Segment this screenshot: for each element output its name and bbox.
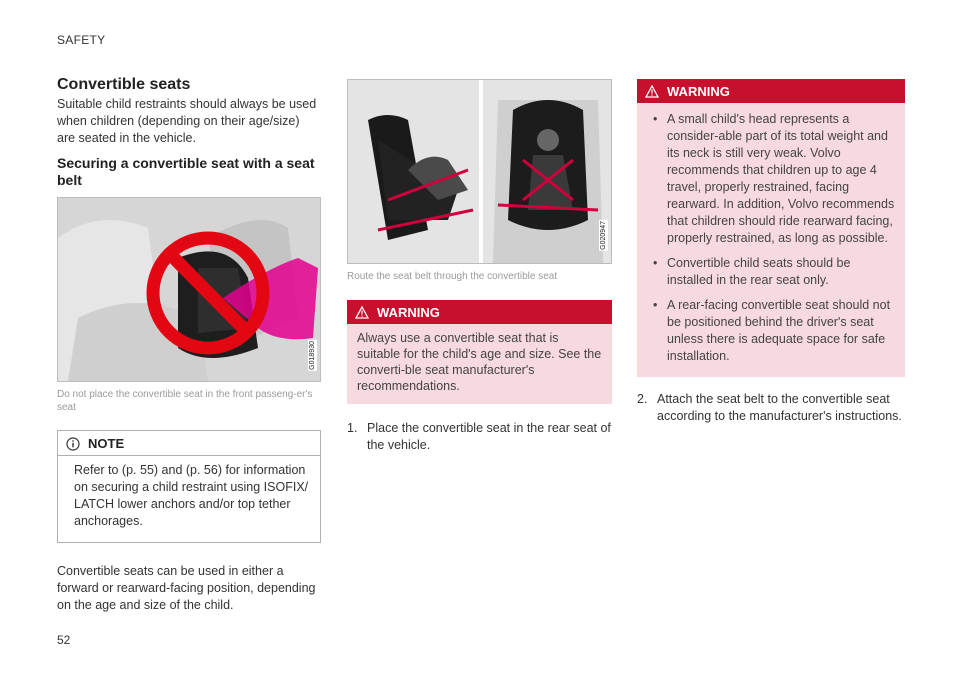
page-number: 52	[57, 633, 71, 647]
step-text: Attach the seat belt to the convertible seat according to the manufacturer's instructions.	[657, 392, 902, 423]
column-2	[347, 79, 612, 454]
figure-code: G018930	[309, 341, 316, 370]
column-1	[57, 76, 321, 614]
intro-paragraph: Suitable child restraints should always be used when children (depending on their age/size) are seated in the vehicle.	[57, 97, 317, 145]
figure-caption: Route the seat belt through the convertible seat	[347, 271, 558, 282]
step-2	[637, 391, 905, 425]
step-1	[347, 420, 612, 454]
warning-text: Always use a convertible seat that is suitable for the child's age and size. See the converti-ble seat manufacturer's recommendations.	[357, 331, 602, 393]
column-3	[637, 79, 905, 425]
figure-caption: Do not place the convertible seat in the front passeng-er's seat	[57, 389, 313, 413]
note-label: NOTE	[88, 436, 125, 451]
warning-list	[647, 111, 895, 365]
subsection-title: Securing a convertible seat with a seat belt	[57, 155, 315, 188]
warning-label: WARNING	[377, 305, 440, 320]
warning-item: • A rear-facing convertible seat should not be positioned behind the driver's seat unless there is adequate space for safe installation.	[647, 297, 895, 365]
note-box	[57, 430, 321, 543]
warning-item: • Convertible child seats should be installed in the rear seat only.	[647, 255, 895, 289]
warning-triangle-icon	[355, 306, 369, 319]
warning-label: WARNING	[667, 84, 730, 99]
step-number: 2.	[637, 392, 648, 406]
warning-item: • A small child's head represents a consider-able part of its total weight and its neck is still very weak. Volvo recommends that children up to age 4 travel, properly restrained, facing rearward. In addition, Volvo recommends that children should ride rearward facing, properly restrained, as long as possible.	[647, 111, 895, 247]
info-icon	[66, 437, 80, 451]
section-title: Convertible seats	[57, 76, 191, 93]
section-header: SAFETY	[57, 33, 106, 47]
figure-code: G020947	[600, 221, 607, 250]
warning-box	[637, 79, 905, 377]
step-number: 1.	[347, 421, 358, 435]
figure-front-seat-prohibited	[57, 197, 321, 382]
warning-box	[347, 300, 612, 404]
figure-seat-belt-routing	[347, 79, 612, 264]
front-seat-illustration	[58, 198, 321, 381]
seat-belt-routing-illustration	[348, 80, 612, 263]
warning-triangle-icon	[645, 85, 659, 98]
step-text: Place the convertible seat in the rear seat of the vehicle.	[367, 421, 611, 452]
note-text: Refer to (p. 55) and (p. 56) for information on securing a child restraint using ISOFIX/ LATCH lower anchors and/or top tether anchorages.	[74, 463, 309, 528]
body-paragraph: Convertible seats can be used in either a forward or rearward-facing position, depending on the age and size of the child.	[57, 564, 316, 612]
